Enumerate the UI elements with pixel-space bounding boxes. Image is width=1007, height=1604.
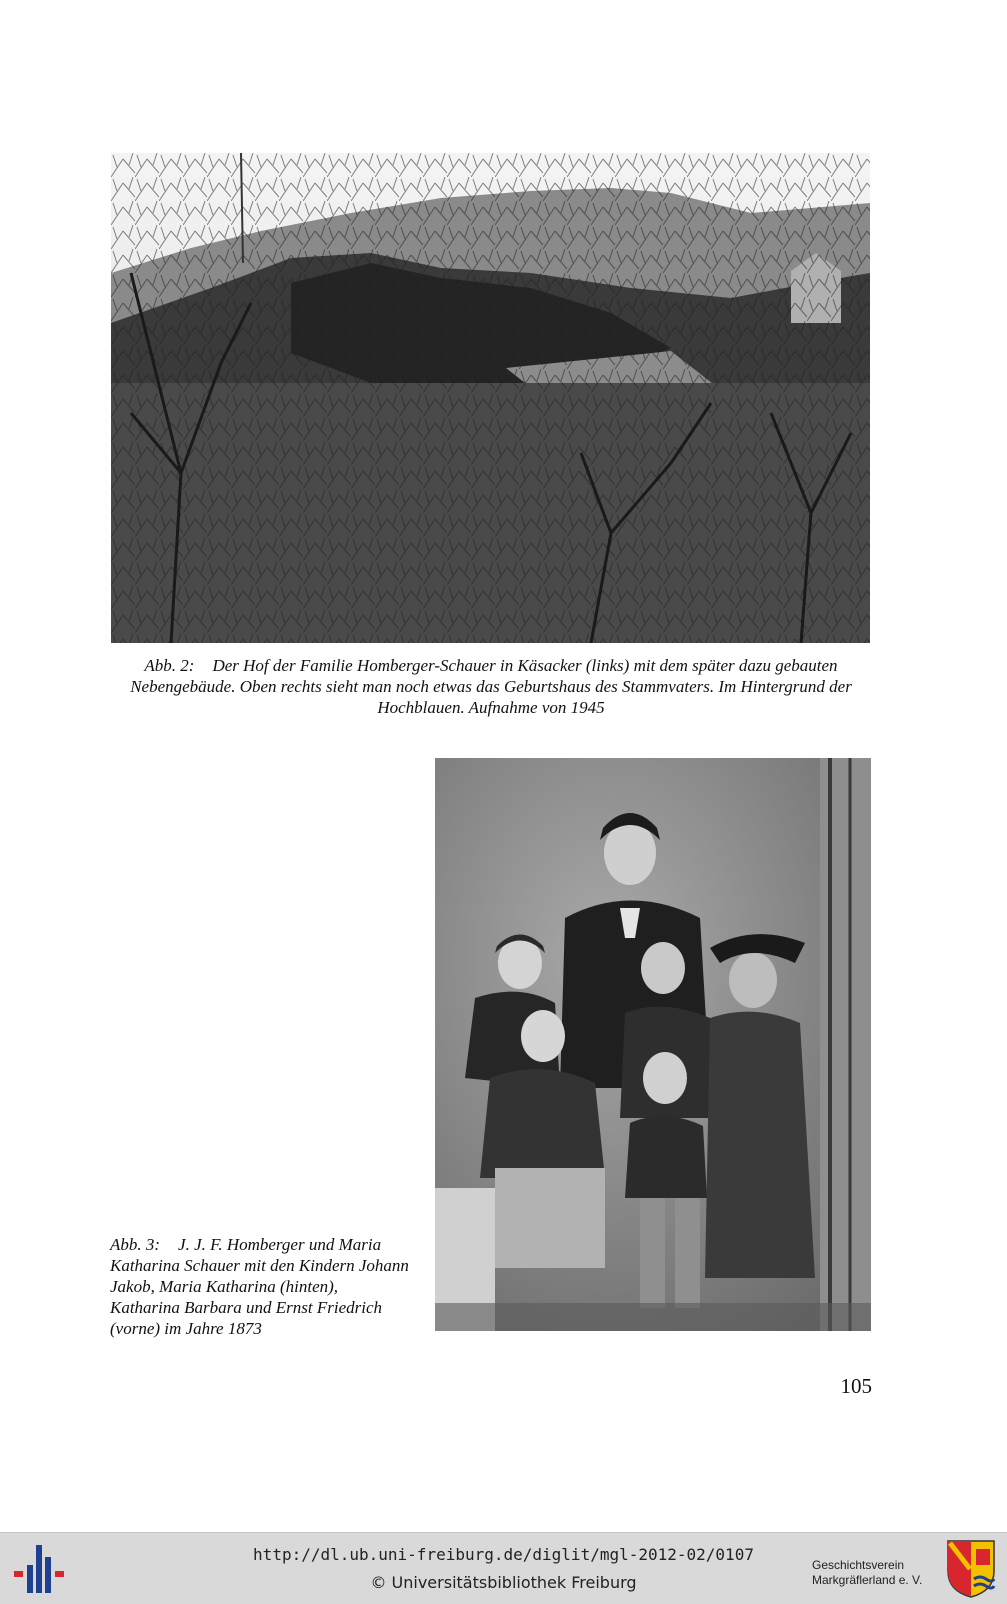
figure-caption-text: Der Hof der Familie Homberger-Schauer in Käsacker (links) mit dem später dazu gebauten Nebengebäude. Oben rechts sieht man noch etwas das Geburtshaus des Stammvaters. Im Hintergrund der Hochblauen. Aufnahme von 1945 bbox=[130, 656, 852, 717]
society-name-line: Geschichtsverein bbox=[812, 1558, 905, 1572]
figure-caption bbox=[112, 655, 870, 718]
family-portrait-photo bbox=[435, 758, 871, 1331]
society-name-line: Markgräflerland e. V. bbox=[812, 1573, 923, 1587]
figure-caption bbox=[110, 1234, 410, 1339]
landscape-photo bbox=[111, 153, 870, 643]
page-number: 105 bbox=[840, 1374, 872, 1398]
figure-label: Abb. 2: bbox=[144, 656, 195, 675]
copyright-text: © Universitätsbibliothek Freiburg bbox=[370, 1573, 637, 1592]
coat-of-arms-icon bbox=[946, 1539, 996, 1599]
source-url-link[interactable]: http://dl.ub.uni-freiburg.de/diglit/mgl-2012-02/0107 bbox=[253, 1545, 754, 1564]
figure-caption-text: J. J. F. Homberger und Maria Katharina Schauer mit den Kindern Johann Jakob, Maria Katharina (hinten), Katharina Barbara und Ernst Friedrich (vorne) im Jahre 1873 bbox=[110, 1235, 409, 1338]
figure-label: Abb. 3: bbox=[110, 1235, 161, 1254]
society-name bbox=[812, 1558, 942, 1588]
footer-bar bbox=[0, 1532, 1007, 1604]
